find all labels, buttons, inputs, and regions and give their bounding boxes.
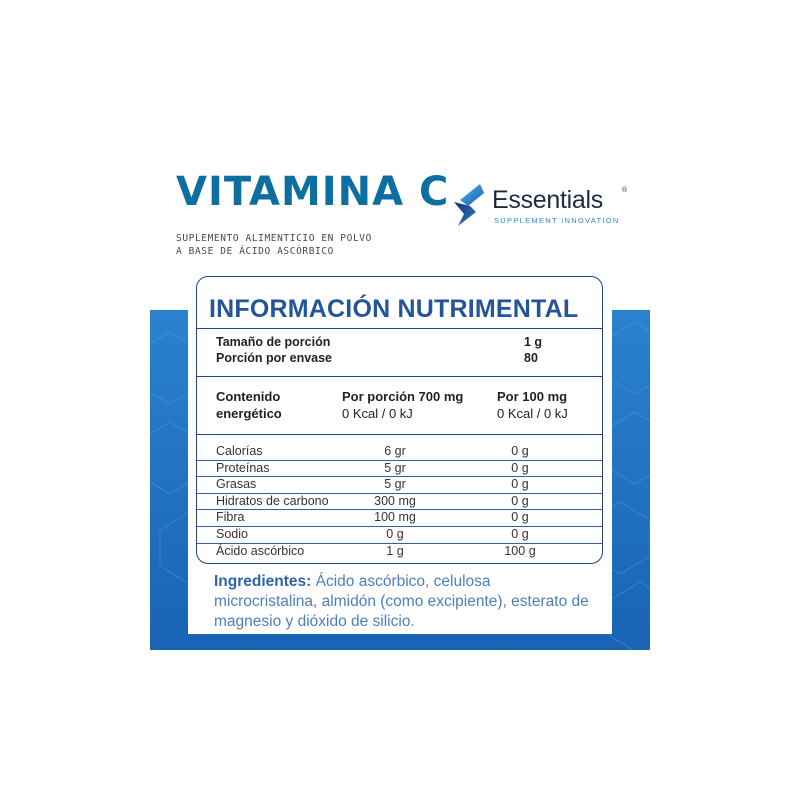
servings-per-container-value: 80 [524,351,538,365]
registered-mark: ® [622,187,628,194]
table-row [197,543,602,560]
divider [197,434,602,435]
nutrient-per-100: 0 g [511,493,529,508]
product-subtitle [176,232,372,258]
nutrient-per-portion: 0 g [386,527,404,541]
nutrient-per-100: 0 g [511,460,529,475]
subtitle-line-2: A BASE DE ÁCIDO ASCÓRBICO [176,246,334,257]
nutrition-title: INFORMACIÓN NUTRIMENTAL [209,295,579,323]
nutrient-name: Grasas [216,477,257,492]
table-row [197,443,602,461]
table-row [197,476,602,494]
nutrition-facts-table [196,276,603,564]
nutrient-name: Ácido ascórbico [216,543,305,558]
table-row [197,493,602,511]
serving-size-value: 1 g [524,335,543,349]
ingredients-list: Ácido ascórbico, celulosa microcristalina, almidón (como excipiente), esterato de magnesio y dióxido de silicio. [214,573,589,630]
nutrient-per-100: 100 g [504,543,536,558]
energy-label [216,388,282,422]
nutrient-per-portion: 100 mg [374,510,416,525]
table-row [197,526,602,544]
nutrient-per-portion: 1 g [386,543,404,558]
nutrient-per-100: 0 g [511,477,529,492]
nutrient-name: Calorías [216,444,263,458]
nutrient-per-100: 0 g [511,527,529,541]
table-row [197,509,602,527]
per-portion-header: Por porción 700 mg [342,389,464,404]
nutrient-per-portion: 300 mg [374,493,416,508]
per-100-energy: 0 Kcal / 0 kJ [497,406,568,421]
nutrient-per-100: 0 g [511,444,529,458]
nutrient-per-100: 0 g [511,510,529,525]
nutrient-name: Hidratos de carbono [216,493,329,508]
nutrient-name: Fibra [216,510,245,525]
nutrient-name: Proteínas [216,460,270,475]
per-100-header: Por 100 mg [497,389,568,404]
servings-per-container-label: Porción por envase [216,351,333,365]
nutrient-per-portion: 5 gr [384,460,406,475]
serving-size-label: Tamaño de porción [216,335,331,349]
subtitle-line-1: SUPLEMENTO ALIMENTICIO EN POLVO [176,233,372,244]
ingredients-label: Ingredientes: [214,573,312,590]
energy-label-line-2: energético [216,406,282,421]
brand-s-logo-icon [450,182,490,228]
table-row [197,460,602,478]
energy-label-line-1: Contenido [216,389,281,404]
brand-tagline: SUPPLEMENT INNOVATION [494,216,620,225]
nutrition-panel [188,276,612,634]
nutrient-name: Sodio [216,527,248,541]
per-portion-energy: 0 Kcal / 0 kJ [342,406,413,421]
brand-logo [450,182,650,232]
divider [197,328,602,329]
ingredients-text [214,572,594,632]
product-title: VITAMINA C [176,169,450,215]
brand-name: Essentials [492,186,603,214]
nutrient-per-portion: 6 gr [384,444,406,458]
divider [197,376,602,377]
nutrient-per-portion: 5 gr [384,477,406,492]
